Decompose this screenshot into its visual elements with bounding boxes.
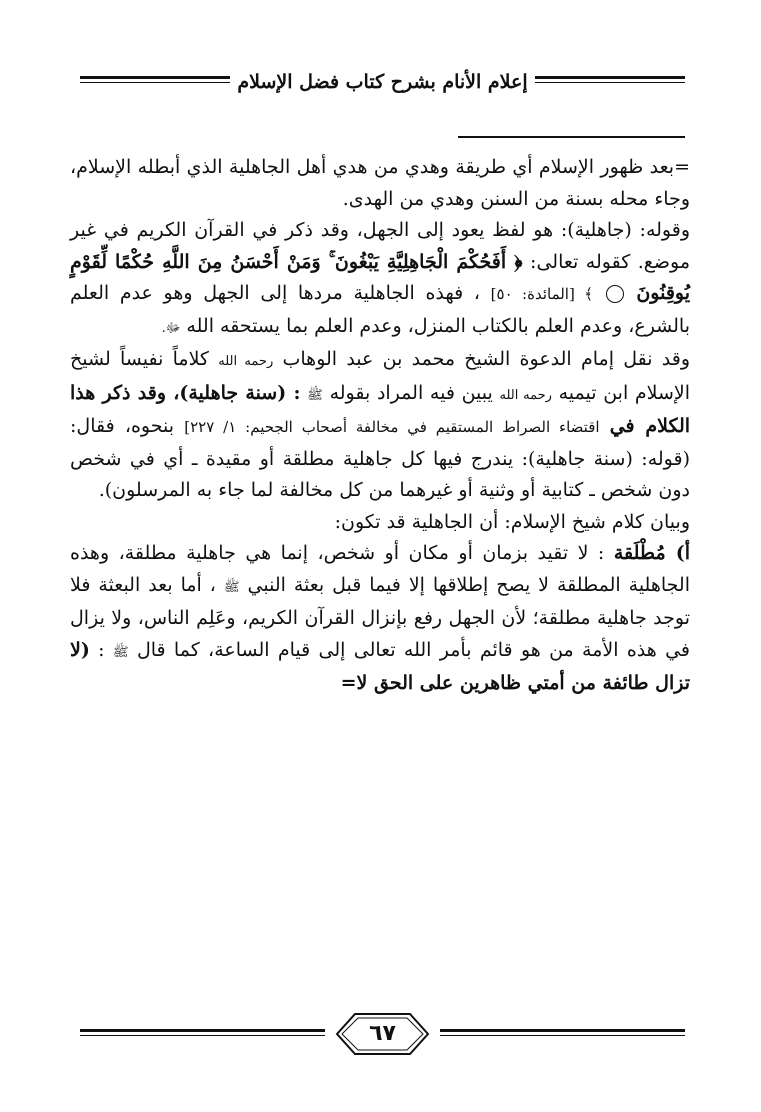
salutation-mark-2: ﷺ	[223, 579, 240, 595]
page-number: ٦٧	[369, 1021, 396, 1046]
footer-rule-right	[440, 1029, 685, 1039]
mercy-mark: رحمه الله	[218, 354, 274, 369]
quote-body: بنحوه، فقال: (قوله: (سنة جاهلية): يندرج فيها كل جاهلية مطلقة أو مقيدة ـ أي في شخص دون شخص ـ كتابية أو وثنية أو غيرهما من كل مخالفة لما جاء به المرسلون).	[70, 415, 690, 501]
colon: :	[98, 638, 105, 661]
page-number-badge	[335, 1012, 430, 1056]
paragraph-continuation: =بعد ظهور الإسلام أي طريقة وهدي من هدي أهل الجاهلية الذي أبطله الإسلام، وجاء محله بسنة من السنن وهدي من الهدى.	[70, 156, 690, 210]
page-footer	[80, 1012, 685, 1056]
paragraph-quote	[70, 344, 690, 507]
footer-rule-left	[80, 1029, 325, 1039]
quote-purpose: يبين فيه المراد بقوله	[329, 381, 493, 404]
paragraph-definition	[70, 215, 690, 344]
paragraph-explanation-intro: وبيان كلام شيخ الإسلام: أن الجاهلية قد تكون:	[334, 510, 690, 533]
item-a-label: أ) مُطْلَقة	[613, 542, 690, 564]
header-rule-right	[535, 76, 685, 88]
footnote-separator	[458, 136, 685, 138]
hadith-quote: (لا تزال طائفة من أمتي ظاهرين على الحق لا=	[70, 638, 690, 694]
ayah-end-marker-icon	[606, 285, 624, 303]
running-header	[80, 70, 685, 94]
quote-phrase: : (سنة جاهلية)، وقد ذكر هذا الكلام في	[70, 381, 691, 437]
body-text	[70, 152, 690, 700]
definition-text: وقوله: (جاهلية): هو لفظ يعود إلى الجهل، وقد ذكر في القرآن الكريم في غير موضع. كقوله تعالى:	[70, 219, 690, 273]
quote-subject: كلاماً نفيساً لشيخ الإسلام ابن تيميه	[70, 348, 691, 404]
source-reference: اقتضاء الصراط المستقيم في مخالفة أصحاب الجحيم: ١/ ٢٢٧]	[184, 418, 600, 436]
header-rule-left	[80, 76, 230, 88]
item-a-text: : لا تقيد بزمان أو مكان أو شخص، إنما هي جاهلية مطلقة، وهذه الجاهلية المطلقة لا يصح إطلاقها إلا فيما قبل بعثة النبي	[70, 542, 690, 596]
paragraph-absolute	[70, 538, 690, 700]
definition-explanation: ، فهذه الجاهلية مردها إلى الجهل وهو عدم العلم بالشرع، وعدم العلم بالكتاب المنزل، وعدم العلم بما يستحقه الله	[70, 282, 690, 337]
quote-intro: وقد نقل إمام الدعوة الشيخ محمد بن عبد الوهاب	[282, 348, 691, 370]
salutation-mark-3: ﷺ	[112, 644, 129, 660]
salutation-mark: ﷺ	[307, 387, 323, 403]
quran-verse: ﴿ أَفَحُكْمَ الْجَاهِلِيَّةِ يَبْغُونَ ۚ وَمَنْ أَحْسَنُ مِنَ اللَّهِ حُكْمًا لِّقَوْمٍ يُوقِنُونَ	[70, 250, 691, 304]
mercy-mark-2: رحمه الله	[499, 387, 552, 403]
glorification-mark: ﷻ.	[161, 320, 181, 336]
item-a-continued: ، أما بعد البعثة فلا توجد جاهلية مطلقة؛ لأن الجهل رفع بإنزال القرآن الكريم، وعَلِم الناس، ولا يزال في هذه الأمة من هو قائم بأمر الله تعالى إلى قيام الساعة، كما قال	[70, 573, 691, 661]
running-title: إعلام الأنام بشرح كتاب فضل الإسلام	[237, 71, 528, 93]
verse-reference: ﴾ [المائدة: ٥٠]	[490, 285, 593, 303]
